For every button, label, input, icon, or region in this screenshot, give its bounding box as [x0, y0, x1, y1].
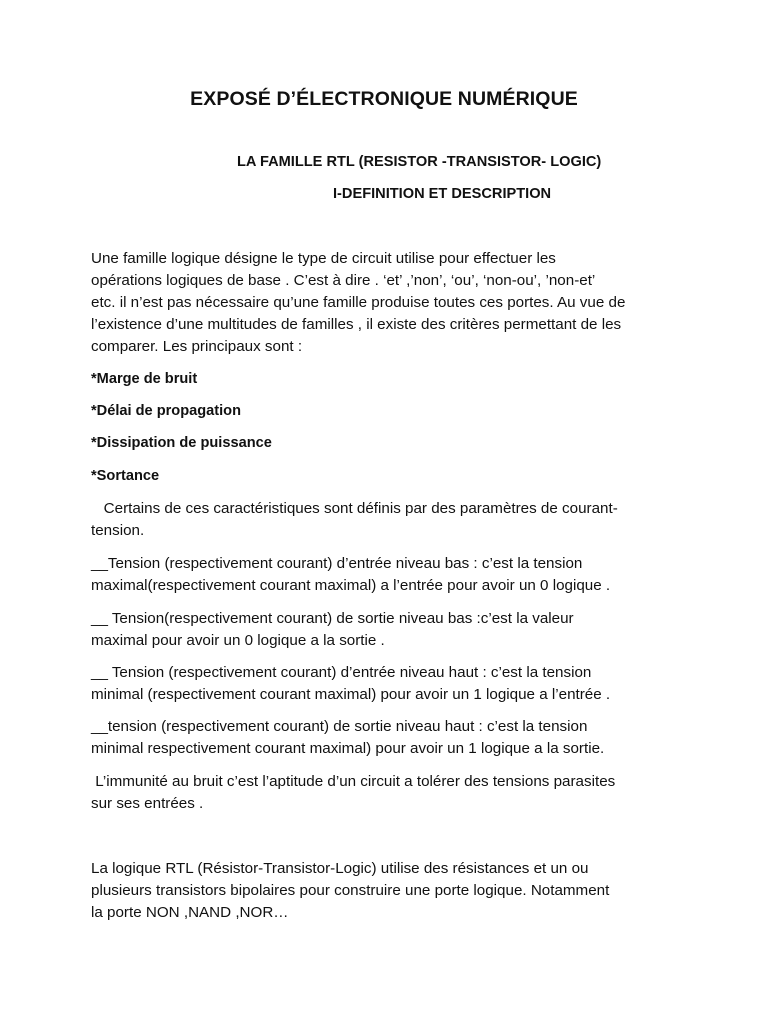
definition-paragraph [91, 716, 691, 760]
definition-line: __tension (respectivement courant) de sortie niveau haut : c’est la tension [91, 718, 588, 735]
definition-line: maximal pour avoir un 0 logique a la sortie . [91, 632, 385, 649]
section-heading: I-DEFINITION ET DESCRIPTION [333, 186, 552, 202]
document-subtitle: LA FAMILLE RTL (RESISTOR -TRANSISTOR- LOGIC) [237, 154, 602, 170]
definition-line: maximal(respectivement courant maximal) a l’entrée pour avoir un 0 logique . [91, 577, 611, 594]
intro-line: l’existence d’une multitudes de familles , il existe des critères permettant de les [91, 316, 622, 333]
rtl-line: plusieurs transistors bipolaires pour construire une porte logique. Notamment [91, 882, 610, 899]
definition-paragraph [91, 662, 691, 706]
rtl-line: la porte NON ,NAND ,NOR… [91, 904, 289, 921]
characteristics-line: tension. [91, 522, 145, 539]
definition-paragraph [91, 608, 691, 652]
immunity-line: L’immunité au bruit c’est l’aptitude d’un circuit a tolérer des tensions parasites [91, 773, 616, 790]
definition-line: __ Tension(respectivement courant) de sortie niveau bas :c’est la valeur [91, 610, 574, 627]
intro-line: Une famille logique désigne le type de circuit utilise pour effectuer les [91, 250, 556, 267]
criterion-item: *Marge de bruit [91, 371, 198, 387]
criterion-item: *Délai de propagation [91, 403, 242, 419]
rtl-line: La logique RTL (Résistor-Transistor-Logic) utilise des résistances et un ou [91, 860, 589, 877]
criterion-item: *Sortance [91, 468, 160, 484]
document-title: EXPOSÉ D’ÉLECTRONIQUE NUMÉRIQUE [190, 88, 578, 110]
definition-paragraph [91, 553, 691, 597]
characteristics-paragraph [91, 498, 691, 542]
intro-line: etc. il n’est pas nécessaire qu’une famille produise toutes ces portes. Au vue de [91, 294, 626, 311]
definition-line: __Tension (respectivement courant) d’entrée niveau bas : c’est la tension [91, 555, 583, 572]
intro-paragraph [91, 248, 691, 358]
definition-line: minimal respectivement courant maximal) pour avoir un 1 logique a la sortie. [91, 740, 605, 757]
immunity-paragraph [91, 771, 691, 815]
rtl-paragraph [91, 858, 691, 924]
definition-line: __ Tension (respectivement courant) d’entrée niveau haut : c’est la tension [91, 664, 592, 681]
criterion-item: *Dissipation de puissance [91, 435, 272, 451]
intro-line: opérations logiques de base . C’est à dire . ‘et’ ,’non’, ‘ou’, ‘non-ou’, ’non-et’ [91, 272, 596, 289]
characteristics-line: Certains de ces caractéristiques sont définis par des paramètres de courant- [91, 500, 618, 517]
definition-line: minimal (respectivement courant maximal) pour avoir un 1 logique a l’entrée . [91, 686, 611, 703]
intro-line: comparer. Les principaux sont : [91, 338, 303, 355]
immunity-line: sur ses entrées . [91, 795, 204, 812]
